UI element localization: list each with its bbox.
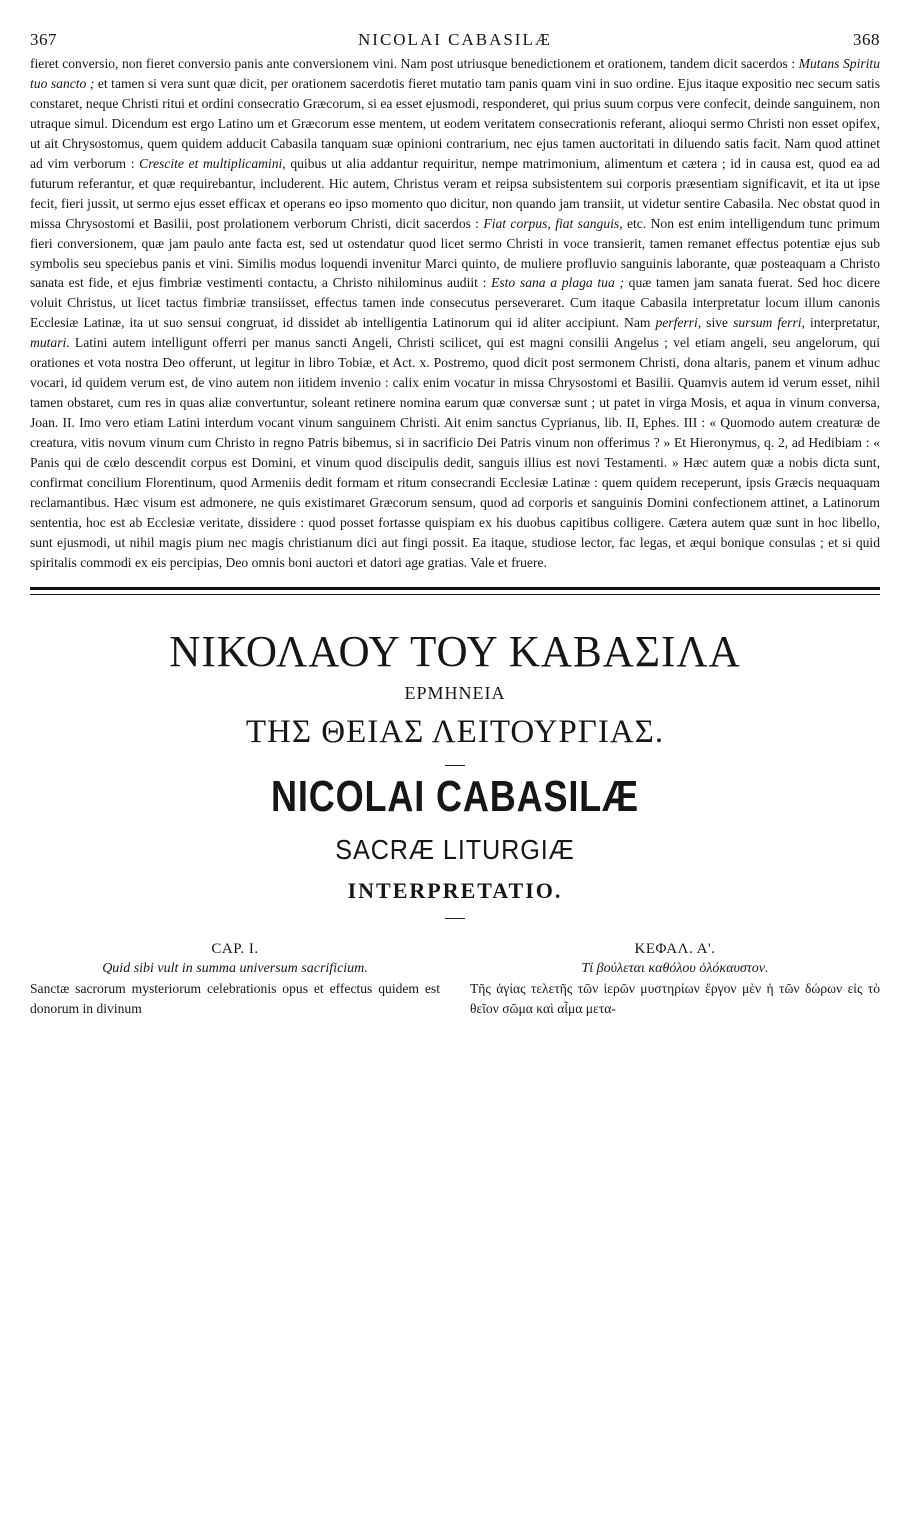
body-paragraph <box>30 54 880 573</box>
italic-run: Crescite et multiplicamini, <box>139 155 286 171</box>
chapter-subtitle-latin: Quid sibi vult in summa universum sacrificium. <box>102 960 368 976</box>
latin-subtitle-line2: INTERPRETATIO. <box>347 877 563 903</box>
greek-subtitle-line1: ΕΡΜΗΝΕΙΑ <box>404 682 506 703</box>
chapter-text-greek: Τῆς ἁγίας τελετῆς τῶν ἱερῶν μυστηρίων ἔργον μὲν ἡ τῶν δώρων εἰς τὸ θεῖον σῶμα καὶ αἷμα μετα- <box>470 980 880 1016</box>
latin-author-title: NICOLAI CABASILÆ <box>271 771 639 821</box>
text-run: quæ tamen jam sanata fuerat. Sed hoc dicere voluit Christus, ut licet tactus fimbriæ transiisset, effectus tamen inde consecutus perseveraret. Cum itaque Cabasila interpretatur locum illum canonis Ecclesiæ Latinæ, ita ut suo sensui congruat, id dissidet ab intelligentia Latinorum qui id aliter accipiunt. Nam <box>30 275 881 331</box>
text-run: quibus ut alia addantur requiritur, nempe matrimonium, alimentum et cætera ; id in causa est, quod ea ad futurum referantur, et quæ requirebantur, includerent. Hic autem, Christus veram et reipsa subsistentem sui corporis præsentiam significavit, et ita ut ipse fecit, fieri jussit, ut sermo ejus esset efficax et operans eo ipso momento quo dicitur, non quando jam transiit, ut videtur sentire Cabasila. Nec obstat quod in missa Chrysostomi et Basilii, post prolationem verborum Christi, dicit sacerdos : <box>30 155 880 231</box>
latin-column <box>30 941 440 1019</box>
text-run: , sive <box>697 315 734 331</box>
chapter-subtitle-greek: Τί βούλεται καθόλου ὁλόκαυστον. <box>581 960 769 976</box>
running-title: NICOLAI CABASILÆ <box>358 30 552 49</box>
greek-column <box>470 941 880 1019</box>
page-number-left: 367 <box>30 30 57 49</box>
greek-author-title: ΝΙΚΟΛΑΟΥ ΤΟΥ ΚΑΒΑΣΙΛΑ <box>169 626 741 676</box>
latin-subtitle-line1: SACRÆ LITURGIÆ <box>335 833 575 865</box>
short-divider-2 <box>445 918 465 919</box>
chapter-heading-greek: ΚΕΦΑΛ. Α'. <box>634 940 716 957</box>
italic-run: perferri <box>655 315 698 331</box>
text-run: etc. Non est enim intelligendum tunc primum fieri conversionem, quæ jam paulo ante facta est, sed ut ostendatur quod licet sermo Christi in voce transierit, tamen remanet effectus potentiæ ejus sub symbolis seu speciebus panis et vini. Similis modus loquendi invenitur Marci quinto, de muliere profluvio sanguinis laborante, quæ posteaquam a Christo sanata est fide, et ejus fimbriæ vestimenti contactu, a Christo nihilominus audiit : <box>30 215 881 291</box>
chapter-text-latin: Sanctæ sacrorum mysteriorum celebrationis opus et effectus quidem est donorum in divinum <box>30 980 440 1016</box>
two-column-section <box>30 941 880 1019</box>
italic-run: Fiat corpus, fiat sanguis, <box>483 215 623 231</box>
greek-subtitle-line2: ΤΗΣ ΘΕΙΑΣ ΛΕΙΤΟΥΡΓΙΑΣ. <box>245 713 665 750</box>
page <box>30 30 880 1019</box>
chapter-heading-latin: CAP. I. <box>211 940 259 957</box>
italic-run: Esto sana a plaga tua ; <box>491 275 624 291</box>
italic-run: Mutans Spiritu tuo sancto ; <box>30 56 880 91</box>
section-divider <box>30 587 880 595</box>
italic-run: sursum ferri <box>733 315 802 331</box>
page-number-right: 368 <box>852 30 880 49</box>
running-head <box>30 30 880 52</box>
text-run: et tamen si vera sunt quæ dicit, per orationem sacerdotis fieret mutatio tam panis quam vini in suo ordine. Ejus itaque expositio nec secum satis constaret, neque Christi ritui et ordini consecratio Græcorum, si ea esset ejusmodi, responderet, qui prius suum corpus vere confecit, deinde sanguinem, non utraque simul. Dicendum est ergo Latino um et Græcorum esse mentem, ut eodem veritatem consecrationis referant, alioqui sermo Christi non esset opifex, ut ait Chrysostomus, quem quidem adducit Cabasila tanquam suæ opinioni contrarium, nec ejus tamen auctoritati in diluendo satis facit. Nam quod attinet ad vim verborum : <box>30 75 880 171</box>
short-divider <box>445 765 465 766</box>
italic-run: mutari <box>30 335 67 351</box>
text-run: . Latini autem intelligunt offerri per manus sancti Angeli, Christi scilicet, qui est magni consilii Angelus ; vel etiam angeli, seu angelorum, qui orationes et vota nostra Deo offerunt, ut legitur in libro Tobiæ, et Act. x. Postremo, quod dicit post sermonem Christi, dona altaris, panem et vinum adhuc vocari, id quidem verum est, de vino autem non iitidem invenio : calix enim vocatur in missa Chrysostomi et Basilii. Quamvis autem id verum esset, nihil tamen obstaret, cum res in quas aliæ convertuntur, soleant retinere nomina earum quæ conversæ sunt ; ut patet in virga Mosis, et aqua in vinum conversa, Joan. II. Imo vero etiam Latini interdum vocant vinum sanguinem Christi. Ait enim sanctus Cyprianus, lib. II, Ephes. III : « Quomodo autem creaturæ de creatura, vitis novum vinum cum Christo in regno Patris bibemus, si in sacrificio Dei Patris vinum non offerimus ? » Et Hieronymus, q. 2, ad Hedibiam : « Panis qui de cœlo descendit corpus est Domini, et vinum quod discipulis dedit, sanguis illius est novi Testamenti. » Hæc autem quæ a nobis dicta sunt, confirmat concilium Florentinum, quod Armeniis dedit formam et ritum consecrandi Ecclesiæ Latinæ : quem quidem receperunt, ipsis Græcis nequaquam reclamantibus. Hæc visum est admonere, ne quis existimaret Græcorum sensum, quod ad corporis et sanguinis Domini confectionem attinet, a Latinorum sententia, hoc est ab Ecclesiæ veritate, dissidere : quod posset fortasse quispiam ex his duobus capitibus colligere. Cætera autem quæ sunt in hoc libello, sunt ejusmodi, ut nihil magis pium nec magis christianum dici aut fingi possit. Ea itaque, studiose lector, fac legas, et æqui bonique consulas ; et si quid spiritalis commodi ex eis percipias, Deo omnis boni auctori et datori age gratias. Vale et fruere. <box>30 335 880 570</box>
text-run: fieret conversio, non fieret conversio panis ante conversionem vini. Nam post utriusque benedictionem et orationem, tandem dicit sacerdos : <box>30 56 799 71</box>
text-run: , interpretatur, <box>801 315 880 331</box>
